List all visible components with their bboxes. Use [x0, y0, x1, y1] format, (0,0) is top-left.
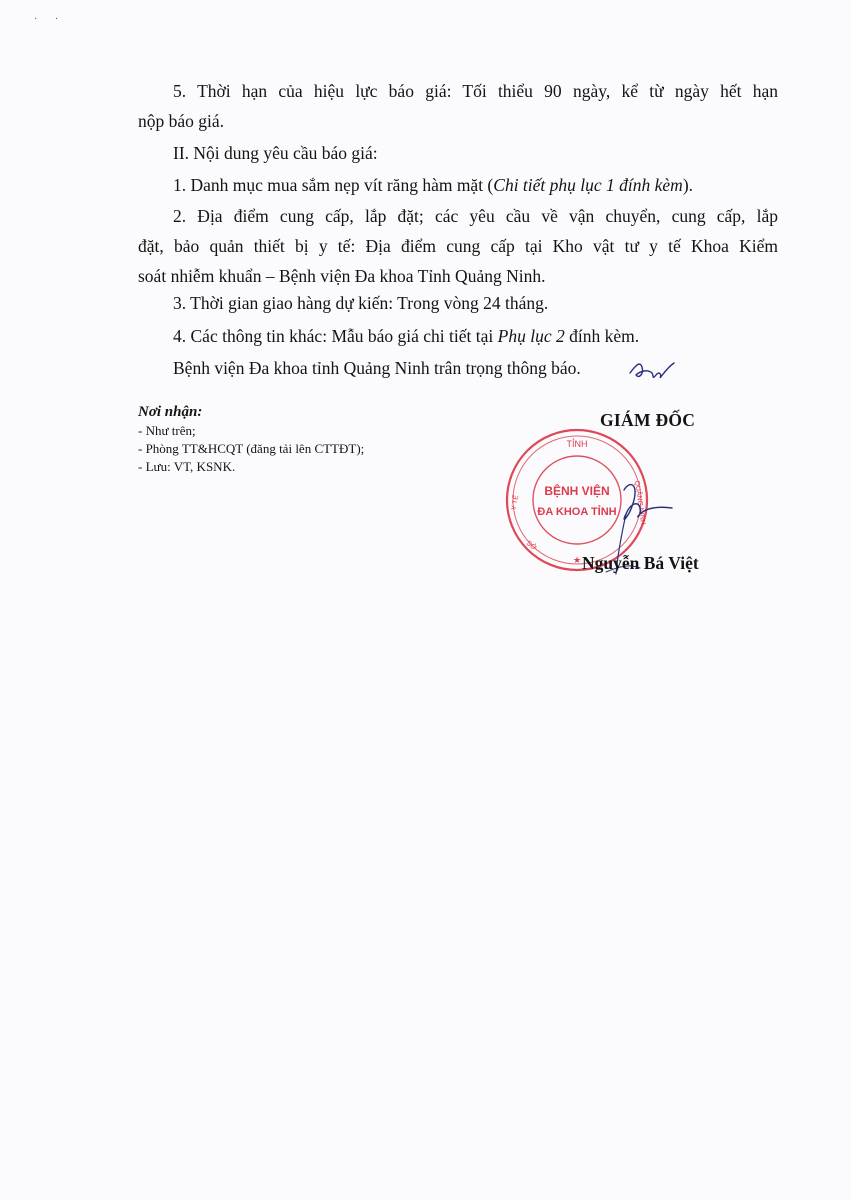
- item-2-paragraph: [138, 201, 778, 291]
- item-2-line-3: soát nhiễm khuẩn – Bệnh viện Đa khoa Tỉnh Quảng Ninh.: [138, 266, 546, 286]
- item-2-line-2: đặt, bảo quản thiết bị y tế: Địa điểm cung cấp tại Kho vật tư y tế Khoa Kiểm: [138, 236, 778, 256]
- item-1-end: ).: [682, 175, 694, 195]
- item-2-line-1: 2. Địa điểm cung cấp, lắp đặt; các yêu cầu về vận chuyển, cung cấp, lắp: [173, 206, 778, 226]
- item-3-paragraph: 3. Thời gian giao hàng dự kiến: Trong vòng 24 tháng.: [173, 293, 549, 313]
- item-5-line-2: nộp báo giá.: [138, 111, 225, 131]
- item-1-text: 1. Danh mục mua sắm nẹp vít răng hàm mặt (: [173, 175, 494, 195]
- scan-specks: · ·: [34, 14, 59, 25]
- seal-line-1: BỆNH VIỆN: [544, 484, 610, 498]
- item-5-line-1: 5. Thời hạn của hiệu lực báo giá: Tối thiểu 90 ngày, kể từ ngày hết hạn: [173, 81, 778, 101]
- closing-paragraph: Bệnh viện Đa khoa tỉnh Quảng Ninh trân trọng thông báo.: [173, 358, 581, 378]
- svg-text:★: ★: [572, 555, 582, 565]
- section-2-heading: II. Nội dung yêu cầu báo giá:: [173, 143, 378, 163]
- seal-ring-left: Y TẾ: [510, 494, 521, 511]
- recipient-item: - Phòng TT&HCQT (đăng tải lên CTTĐT);: [138, 441, 365, 456]
- signer-name: Nguyễn Bá Việt: [582, 553, 699, 573]
- recipients-block: [138, 404, 468, 476]
- item-5-paragraph: [138, 76, 778, 136]
- item-4-italic: Phụ lục 2: [497, 326, 565, 346]
- recipient-item: - Như trên;: [138, 423, 196, 438]
- item-4-text: 4. Các thông tin khác: Mẫu báo giá chi tiết tại: [173, 326, 498, 346]
- item-4-end: đính kèm.: [564, 326, 640, 346]
- recipient-item: - Lưu: VT, KSNK.: [138, 459, 236, 474]
- item-1-paragraph: [138, 170, 778, 200]
- item-1-italic: Chi tiết phụ lục 1 đính kèm: [493, 175, 683, 195]
- seal-ring-bottom: SỞ: [524, 539, 538, 552]
- seal-ring-top: TỈNH: [566, 439, 588, 449]
- item-4-paragraph: [138, 321, 778, 351]
- recipients-title: Nơi nhận:: [138, 404, 203, 420]
- initials-scribble: [628, 357, 676, 385]
- signer-title: GIÁM ĐỐC: [600, 410, 696, 430]
- seal-ring-right: QUẢNG NINH: [632, 480, 647, 526]
- seal-line-2: ĐA KHOA TỈNH: [537, 506, 617, 518]
